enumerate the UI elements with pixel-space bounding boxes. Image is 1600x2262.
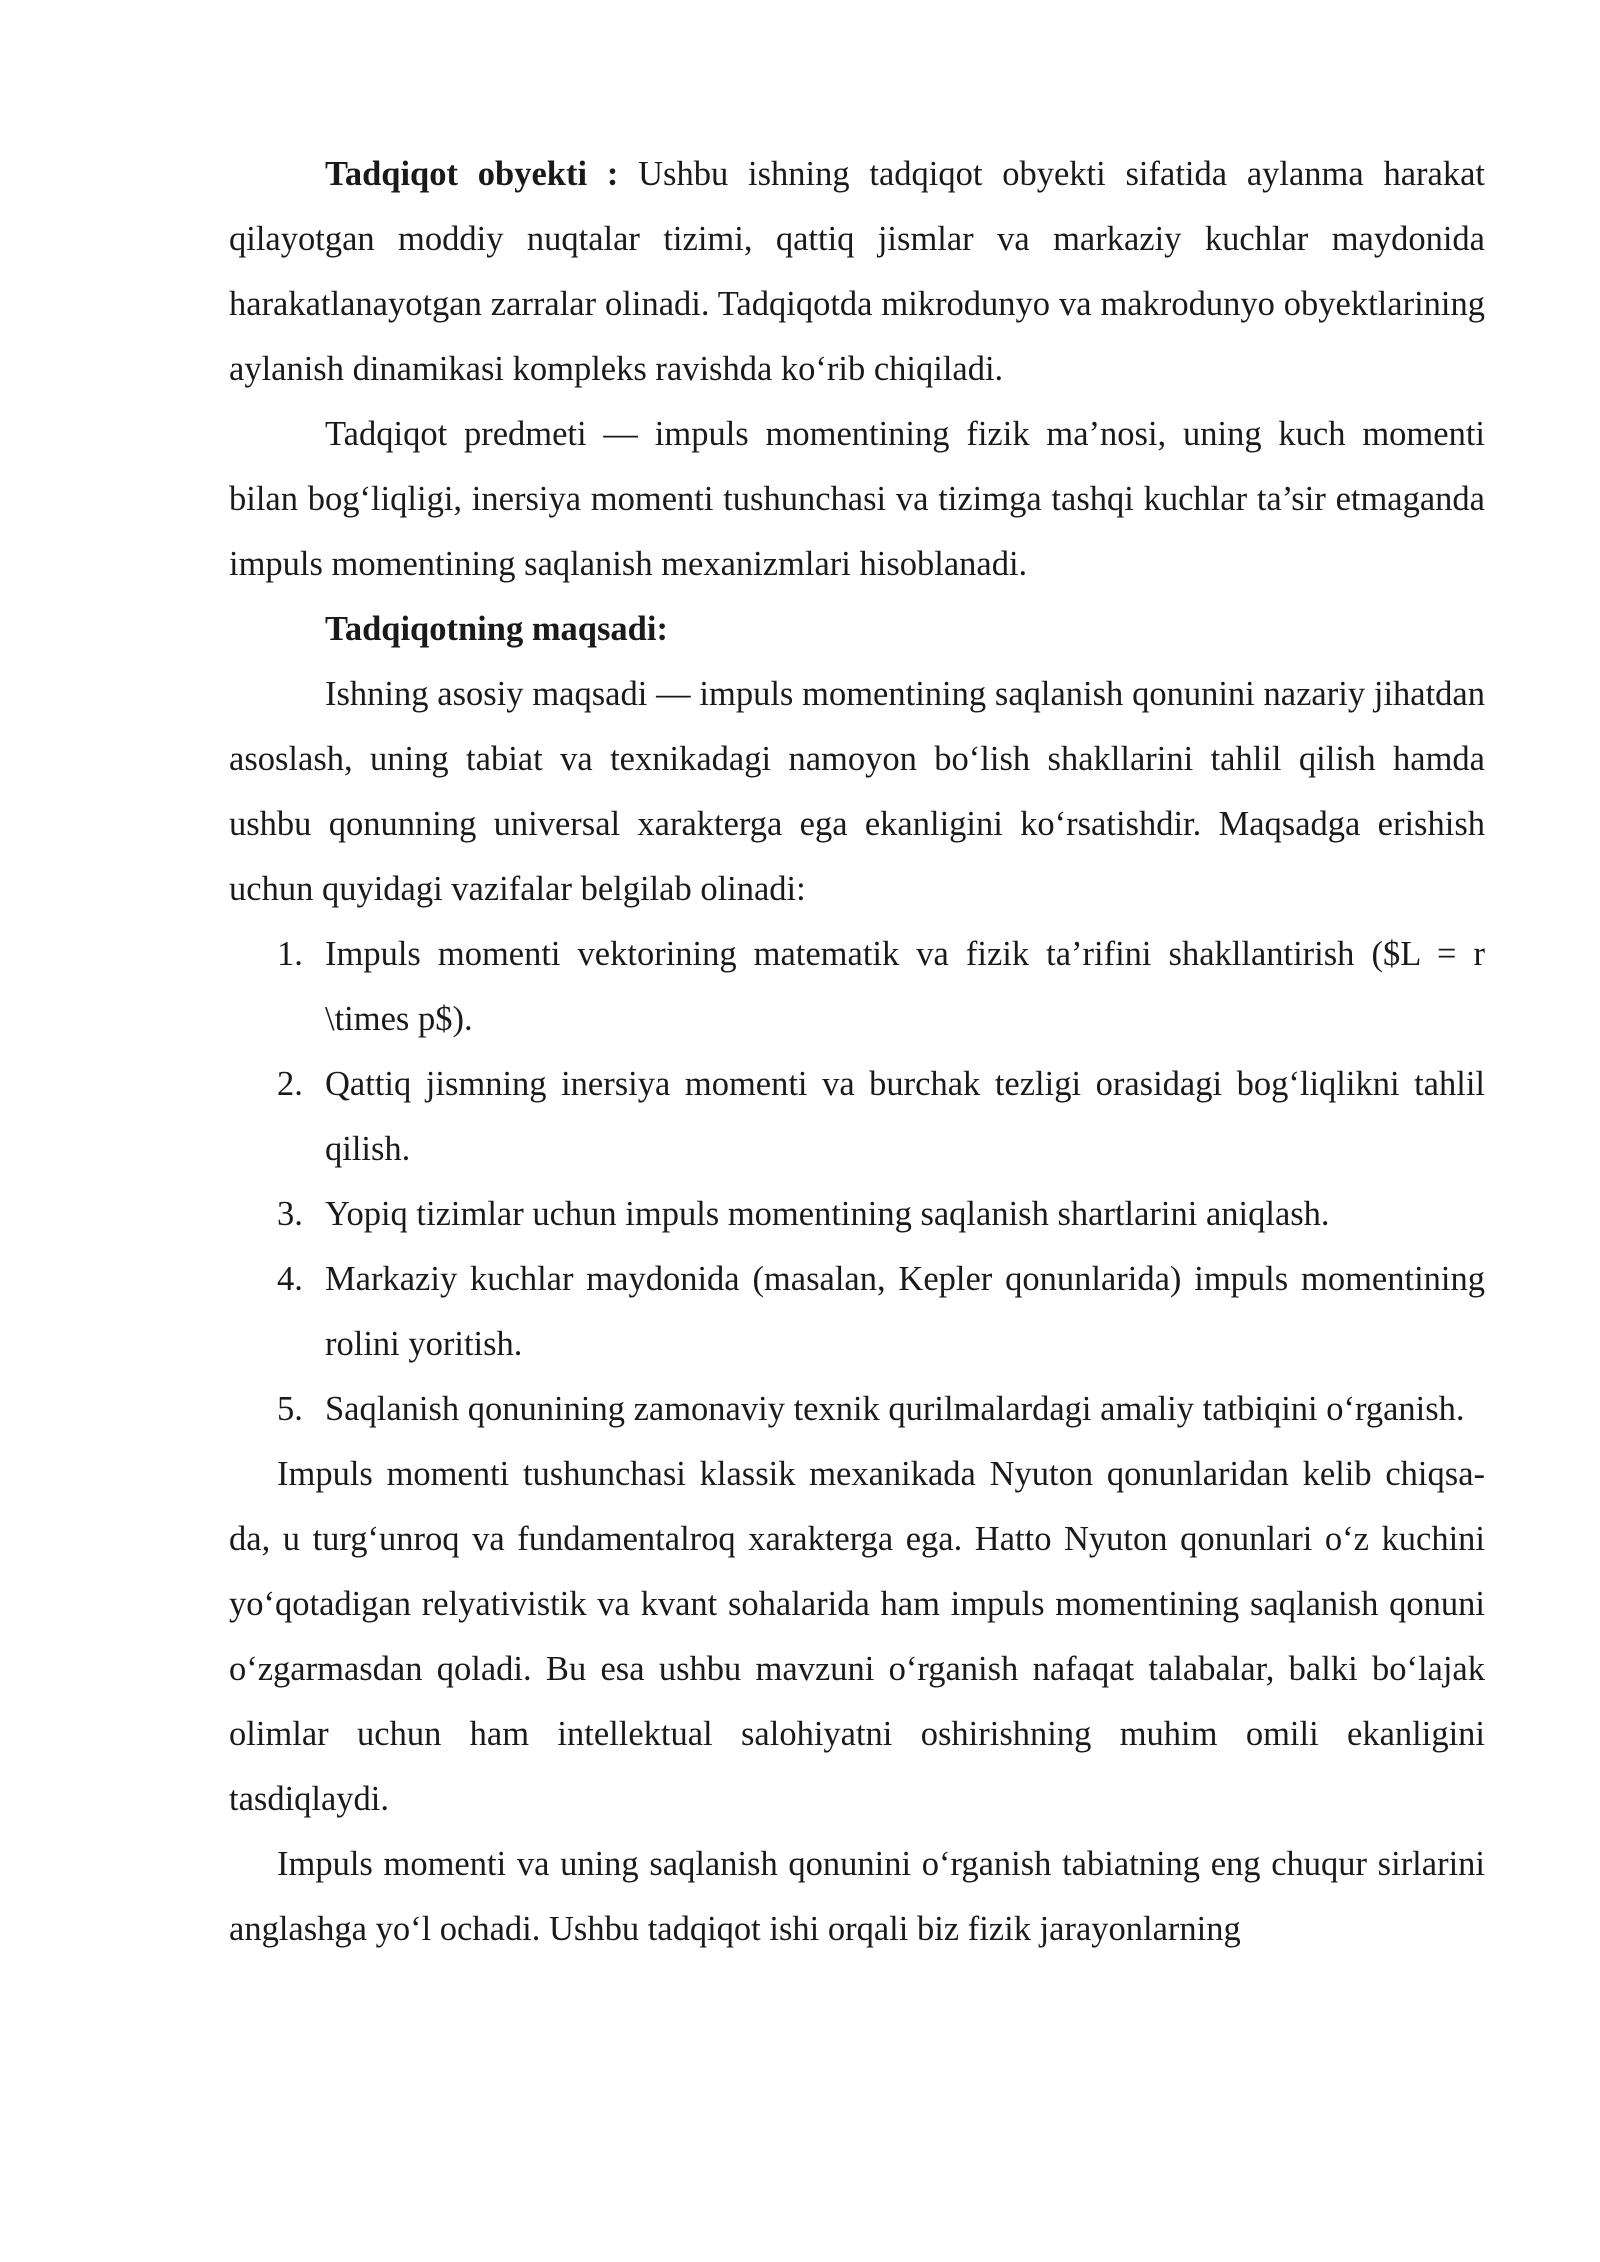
research-goal-heading: Tadqiqotning maqsadi: [325,610,668,648]
research-subject-paragraph: Tadqiqot predmeti — impuls momentining fizik ma’nosi, uning kuch momenti bilan bog‘liqligi, inersiya momenti tushunchasi va tizimga tashqi kuchlar ta’sir etmaganda impuls momentining saqlanish mexanizmlari hisoblanadi. [229,415,1485,583]
list-item-number: 4. [277,1260,303,1298]
research-goal-paragraph: Ishning asosiy maqsadi — impuls momentining saqlanish qonunini nazariy jihatdan asoslash, uning tabiat va texnikadagi namoyon bo‘lish shakllarini tahlil qilish hamda ushbu qonunning universal xarakterga ega ekanligini ko‘rsatishdir. Maqsadga erishish uchun quyidagi vazifalar belgilab olinadi: [229,675,1485,908]
list-item-number: 1. [277,935,303,973]
list-item [229,1377,1485,1442]
list-item [229,1052,1485,1182]
closing-paragraph: Impuls momenti va uning saqlanish qonunini o‘rganish tabiatning eng chuqur sirlarini anglashga yo‘l ochadi. Ushbu tadqiqot ishi orqali biz fizik jarayonlarning [229,1845,1485,1948]
list-item [229,1247,1485,1377]
research-object-heading: Tadqiqot obyekti : [325,155,619,193]
list-item-text: Impuls momenti vektorining matematik va fizik ta’rifini shakllantirish ($L = r \times p$). [325,935,1485,1038]
list-item [229,1182,1485,1247]
research-object-paragraph [229,142,1485,402]
list-item [229,922,1485,1052]
document-body [229,142,1485,1962]
task-list [229,922,1485,1442]
research-object-text: Ushbu ishning tadqiqot obyekti sifatida aylanma harakat qilayotgan moddiy nuqtalar tizimi, qattiq jismlar va markaziy kuchlar maydonida harakatlanayotgan zarralar olinadi. Tadqiqotda mikrodunyo va makrodunyo obyektlarining aylanish dinamikasi kompleks ravishda ko‘rib chiqiladi. [229,155,1485,388]
list-item-number: 2. [277,1065,303,1103]
list-item-number: 3. [277,1195,303,1233]
list-item-text: Saqlanish qonunining zamonaviy texnik qurilmalardagi amaliy tatbiqini o‘rganish. [325,1390,1465,1428]
list-item-text: Qattiq jismning inersiya momenti va burchak tezligi orasidagi bog‘liqlikni tahlil qilish. [325,1065,1485,1168]
concept-paragraph: Impuls momenti tushunchasi klassik mexanikada Nyuton qonunlaridan kelib chiqsa-da, u turg‘unroq va fundamentalroq xarakterga ega. Hatto Nyuton qonunlari o‘z kuchini yo‘qotadigan relyativistik va kvant sohalarida ham impuls momentining saqlanish qonuni o‘zgarmasdan qoladi. Bu esa ushbu mavzuni o‘rganish nafaqat talabalar, balki bo‘lajak olimlar uchun ham intellektual salohiyatni oshirishning muhim omili ekanligini tasdiqlaydi. [229,1455,1485,1818]
list-item-text: Markaziy kuchlar maydonida (masalan, Kepler qonunlarida) impuls momentining rolini yoritish. [325,1260,1485,1363]
list-item-text: Yopiq tizimlar uchun impuls momentining saqlanish shartlarini aniqlash. [325,1195,1330,1233]
list-item-number: 5. [277,1390,303,1428]
